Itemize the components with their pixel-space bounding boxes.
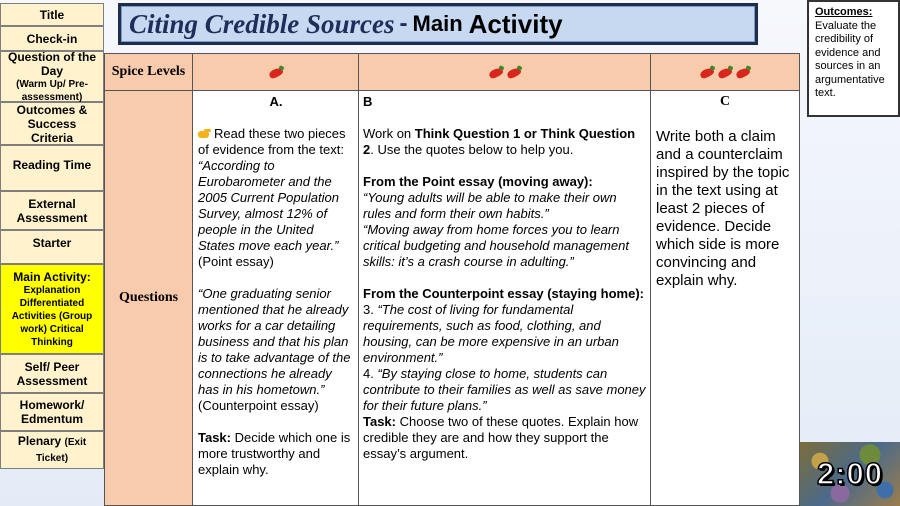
spice-level-2 [358,53,651,91]
nav-item-label: Homework/ Edmentum [19,398,85,426]
spice-levels-header [104,53,193,91]
nav-item-label: Starter [32,236,72,250]
intro-text-end: . Use the quotes below to help you. [370,142,574,157]
chili-pepper-icon [487,66,505,78]
nav-item-starter[interactable] [0,230,104,264]
column-a [192,90,359,506]
pointing-hand-icon [198,128,211,139]
chili-pepper-icon [267,66,285,78]
spice-level-3 [650,53,800,91]
column-a-quote-1: “According to Eurobarometer and the 2005 Current Population Survey, almost 12% of people in the United States move each year.” [198,158,339,253]
questions-label: Questions [118,290,179,305]
point-essay-heading: From the Point essay (moving away): [363,174,593,189]
nav-item-label: Reading Time [12,158,92,172]
column-b [358,90,651,506]
column-a-source-1: (Point essay) [198,254,274,269]
title-separator: - [399,10,408,37]
intro-bold-text: Think Question 1 or Think Question 2 [363,126,636,157]
column-b-heading: B [363,94,373,109]
column-c-text: Write both a claim and a counterclaim inspired by the topic in the text using at least 2 pieces of evidence. Decide which side is more convincing and explain why. [656,128,790,289]
column-a-task [198,430,354,478]
column-a-quote-2: “One graduating senior mentioned that he already works for a car detailing business and that his plan is to take advantage of the connections he already has in his hometown.” [198,286,351,397]
lesson-nav [0,0,104,470]
counterpoint-quote-4 [363,366,646,414]
slide-title-bar [118,3,758,45]
activity-table [104,53,800,506]
nav-item-check-in[interactable] [0,26,104,51]
timer-value: 2:00 [816,456,884,491]
nav-item-plenary[interactable] [0,431,104,469]
nav-item-label: Main Activity: [13,269,91,284]
slide-subtitle: Main [412,11,463,36]
intro-text: Work on [363,126,415,141]
outcomes-heading: Outcomes: [815,6,873,18]
task-text: Choose two of these quotes. Explain how credible they are and how they support the essay’s argument. [363,414,639,461]
nav-item-label: Question of the Day [8,49,96,78]
quote-text: “By staying close to home, students can contribute to their families as well as save money for their future plans.” [363,366,646,413]
column-a-intro-text: Read these two pieces of evidence from the text: [198,126,346,157]
point-quote-2: “Moving away from home forces you to learn critical budgeting and household management skills: it’s a crash course in adulting.” [363,222,629,269]
countdown-timer [800,442,900,506]
nav-item-label: External Assessment [16,196,88,225]
nav-item-question-of-the-day[interactable] [0,51,104,102]
column-b-task [363,414,646,462]
task-label: Task: [363,414,396,429]
nav-item-external-assessment[interactable] [0,191,104,230]
task-label: Task: [198,430,231,445]
column-a-heading: A. [269,94,283,109]
nav-item-plenary-text [11,434,93,466]
chili-pepper-icon [734,66,752,78]
column-b-intro [363,126,646,158]
quote-number: 4. [363,366,374,381]
questions-header [104,90,193,506]
point-quote-1: “Young adults will be able to make their own rules and form their own habits.” [363,190,617,221]
quote-text: “The cost of living for fundamental requirements, such as food, clothing, and housing, can be more expensive in an urban environment.” [363,302,619,365]
chili-pepper-icon [505,66,523,78]
nav-item-sublabel: Explanation Differentiated Activities (Group work) Critical Thinking [11,284,93,348]
nav-item-self-peer-assessment[interactable] [0,354,104,393]
slide-title: Citing Credible Sources [129,8,395,39]
counterpoint-quote-3 [363,302,646,366]
nav-item-reading-time[interactable] [0,145,104,191]
spice-level-1 [192,53,359,91]
outcomes-box [807,0,900,117]
nav-item-label: Self/ Peer Assessment [16,359,88,388]
nav-item-outcomes[interactable] [0,102,104,145]
chili-pepper-icon [698,66,716,78]
nav-item-label: Check-in [26,31,78,46]
column-c-heading: C [719,94,731,109]
counterpoint-essay-heading: From the Counterpoint essay (staying home): [363,286,644,301]
column-c [650,90,800,506]
nav-item-label: Outcomes & Success Criteria [16,102,88,145]
spice-levels-label: Spice Levels [111,64,186,79]
nav-item-label: Plenary [17,434,62,448]
nav-item-label: Title [39,7,65,22]
nav-item-main-activity[interactable] [0,264,104,354]
column-a-source-2: (Counterpoint essay) [198,398,319,413]
chili-pepper-icon [716,66,734,78]
nav-item-title[interactable] [0,3,104,26]
outcomes-text: Evaluate the credibility of evidence and sources in an argumentative text. [815,19,885,99]
quote-number: 3. [363,302,374,317]
nav-item-sublabel: (Warm Up/ Pre-assessment) [16,78,88,103]
slide-subtitle-2: Activity [468,8,563,39]
column-a-intro [198,126,354,158]
nav-item-sublabel: (Exit Ticket) [35,437,87,464]
nav-item-homework[interactable] [0,393,104,431]
task-text: Decide which one is more trustworthy and explain why. [198,430,351,477]
